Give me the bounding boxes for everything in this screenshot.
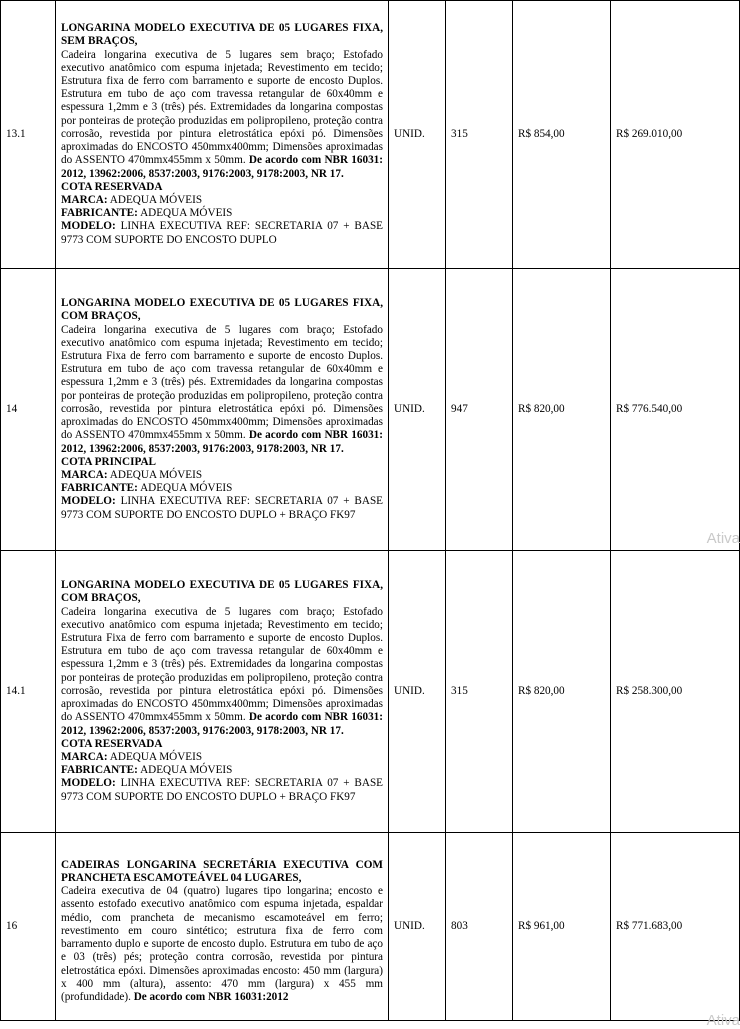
model-value: LINHA EXECUTIVA REF: SECRETARIA 07 + BASE 9773 COM SUPORTE DO ENCOSTO DUPLO + BRAÇO FK97 — [61, 495, 383, 521]
maker-value: ADEQUA MÓVEIS — [140, 482, 233, 495]
item-description — [56, 833, 389, 1021]
brand-label: MARCA: — [61, 193, 108, 206]
item-number: 13.1 — [1, 1, 56, 269]
item-unit: UNID. — [389, 551, 446, 833]
item-unit-price: R$ 854,00 — [513, 1, 611, 269]
item-number: 14.1 — [1, 551, 56, 833]
item-title: LONGARINA MODELO EXECUTIVA DE 05 LUGARES FIXA, COM BRAÇOS, — [61, 297, 383, 323]
model-label: MODELO: — [61, 220, 116, 233]
item-title: LONGARINA MODELO EXECUTIVA DE 05 LUGARES FIXA, SEM BRAÇOS, — [61, 22, 383, 48]
table-row — [1, 269, 740, 551]
item-description — [56, 1, 389, 269]
item-number: 14 — [1, 269, 56, 551]
table-row — [1, 551, 740, 833]
item-body: Cadeira longarina executiva de 5 lugares sem braço; Estofado executivo anatômico com espuma injetada; Revestimento em tecido; Estrutura fixa de ferro com barramento e suporte de encosto Duplos. Estrutura em tubo de aço com travessa retangular de 60x40mm e espessura 1,2mm e 3 (três) pés. Extremidades da longarina compostas por ponteiras de proteção produzidas em polipropileno, proteção contra corrosão, revestida por pintura eletrostática epóxi pó. Dimensões aproximadas do ENCOSTO 450mmx400mm; Dimensões aproximadas do ASSENTO 470mmx455mm x 50mm. — [61, 48, 383, 167]
maker-label: FABRICANTE: — [61, 764, 138, 777]
item-title: CADEIRAS LONGARINA SECRETÁRIA EXECUTIVA COM PRANCHETA ESCAMOTEÁVEL 04 LUGARES, — [61, 858, 383, 885]
item-unit-price: R$ 961,00 — [513, 833, 611, 1021]
item-description — [56, 269, 389, 551]
maker-value: ADEQUA MÓVEIS — [140, 764, 233, 777]
item-body: Cadeira executiva de 04 (quatro) lugares tipo longarina; encosto e assento estofado executivo anatômico com espuma injetada, espaldar médio, com prancheta de mecanismo escamoteável em ferro; revestimento em couro sintético; estrutura fixa de ferro com barramento duplo e suporte de encosto duplo. Estrutura em tubo de aço e 03 (três) pés; proteção contra corrosão, revestida por pintura eletrostática epóxi. Dimensões aproximadas encosto: 450 mm (largura) x 400 mm (altura), assento: 470 mm (largura) x 455 mm (profundidade). — [61, 885, 383, 1003]
maker-value: ADEQUA MÓVEIS — [140, 207, 233, 220]
model-label: MODELO: — [61, 777, 116, 790]
item-quantity: 315 — [446, 551, 513, 833]
brand-label: MARCA: — [61, 468, 108, 481]
item-unit-price: R$ 820,00 — [513, 269, 611, 551]
model-label: MODELO: — [61, 495, 116, 508]
item-title: LONGARINA MODELO EXECUTIVA DE 05 LUGARES FIXA, COM BRAÇOS, — [61, 579, 383, 605]
item-body: Cadeira longarina executiva de 5 lugares com braço; Estofado executivo anatômico com espuma injetada; Revestimento em tecido; Estrutura Fixa de ferro com barramento e suporte de encosto Duplos. Estrutura em tubo de aço com travessa retangular de 60x40mm e espessura 1,2mm e 3 (três) pés. Extremidades da longarina compostas por ponteiras de proteção produzidas em polipropileno, proteção contra corrosão, revestida por pintura eletrostática epóxi pó. Dimensões aproximadas do ENCOSTO 450mmx400mm; Dimensões aproximadas do ASSENTO 470mmx455mm x 50mm. — [61, 323, 383, 442]
table-row — [1, 833, 740, 1021]
item-total-price: R$ 771.683,00 — [611, 833, 740, 1021]
item-total-price: R$ 269.010,00 — [611, 1, 740, 269]
maker-label: FABRICANTE: — [61, 207, 138, 220]
item-total-price: R$ 258.300,00 — [611, 551, 740, 833]
item-quota: COTA PRINCIPAL — [61, 455, 156, 468]
item-quota: COTA RESERVADA — [61, 180, 163, 193]
item-number: 16 — [1, 833, 56, 1021]
activation-watermark: Ativa — [706, 1012, 740, 1029]
item-unit: UNID. — [389, 833, 446, 1021]
activation-watermark: Ativa — [706, 530, 740, 547]
item-unit: UNID. — [389, 269, 446, 551]
item-norm: De acordo com NBR 16031: 2012, 13962:2006, 8537:2003, 9176:2003, 9178:2003, NR 17. — [61, 429, 383, 455]
maker-label: FABRICANTE: — [61, 482, 138, 495]
item-quota: COTA RESERVADA — [61, 737, 163, 750]
item-norm: De acordo com NBR 16031:2012 — [133, 990, 289, 1003]
item-norm: De acordo com NBR 16031: 2012, 13962:2006, 8537:2003, 9176:2003, 9178:2003, NR 17. — [61, 711, 383, 737]
brand-label: MARCA: — [61, 750, 108, 763]
item-norm: De acordo com NBR 16031: 2012, 13962:2006, 8537:2003, 9176:2003, 9178:2003, NR 17. — [61, 154, 383, 180]
item-description — [56, 551, 389, 833]
item-unit: UNID. — [389, 1, 446, 269]
item-quantity: 803 — [446, 833, 513, 1021]
item-unit-price: R$ 820,00 — [513, 551, 611, 833]
item-quantity: 947 — [446, 269, 513, 551]
model-value: LINHA EXECUTIVA REF: SECRETARIA 07 + BASE 9773 COM SUPORTE DO ENCOSTO DUPLO + BRAÇO FK97 — [61, 777, 383, 803]
brand-value: ADEQUA MÓVEIS — [109, 193, 203, 206]
item-quantity: 315 — [446, 1, 513, 269]
table-row — [1, 1, 740, 269]
brand-value: ADEQUA MÓVEIS — [109, 750, 203, 763]
item-body: Cadeira longarina executiva de 5 lugares com braço; Estofado executivo anatômico com espuma injetada; Revestimento em tecido; Estrutura Fixa de ferro com barramento e suporte de encosto Duplos. Estrutura em tubo de aço com travessa retangular de 60x40mm e espessura 1,2mm e 3 (três) pés. Extremidades da longarina compostas por ponteiras de proteção produzidas em polipropileno, proteção contra corrosão, revestida por pintura eletrostática epóxi pó. Dimensões aproximadas do ENCOSTO 450mmx400mm; Dimensões aproximadas do ASSENTO 470mmx455mm x 50mm. — [61, 605, 383, 724]
item-total-price: R$ 776.540,00 — [611, 269, 740, 551]
model-value: LINHA EXECUTIVA REF: SECRETARIA 07 + BASE 9773 COM SUPORTE DO ENCOSTO DUPLO — [61, 220, 383, 246]
brand-value: ADEQUA MÓVEIS — [109, 468, 203, 481]
